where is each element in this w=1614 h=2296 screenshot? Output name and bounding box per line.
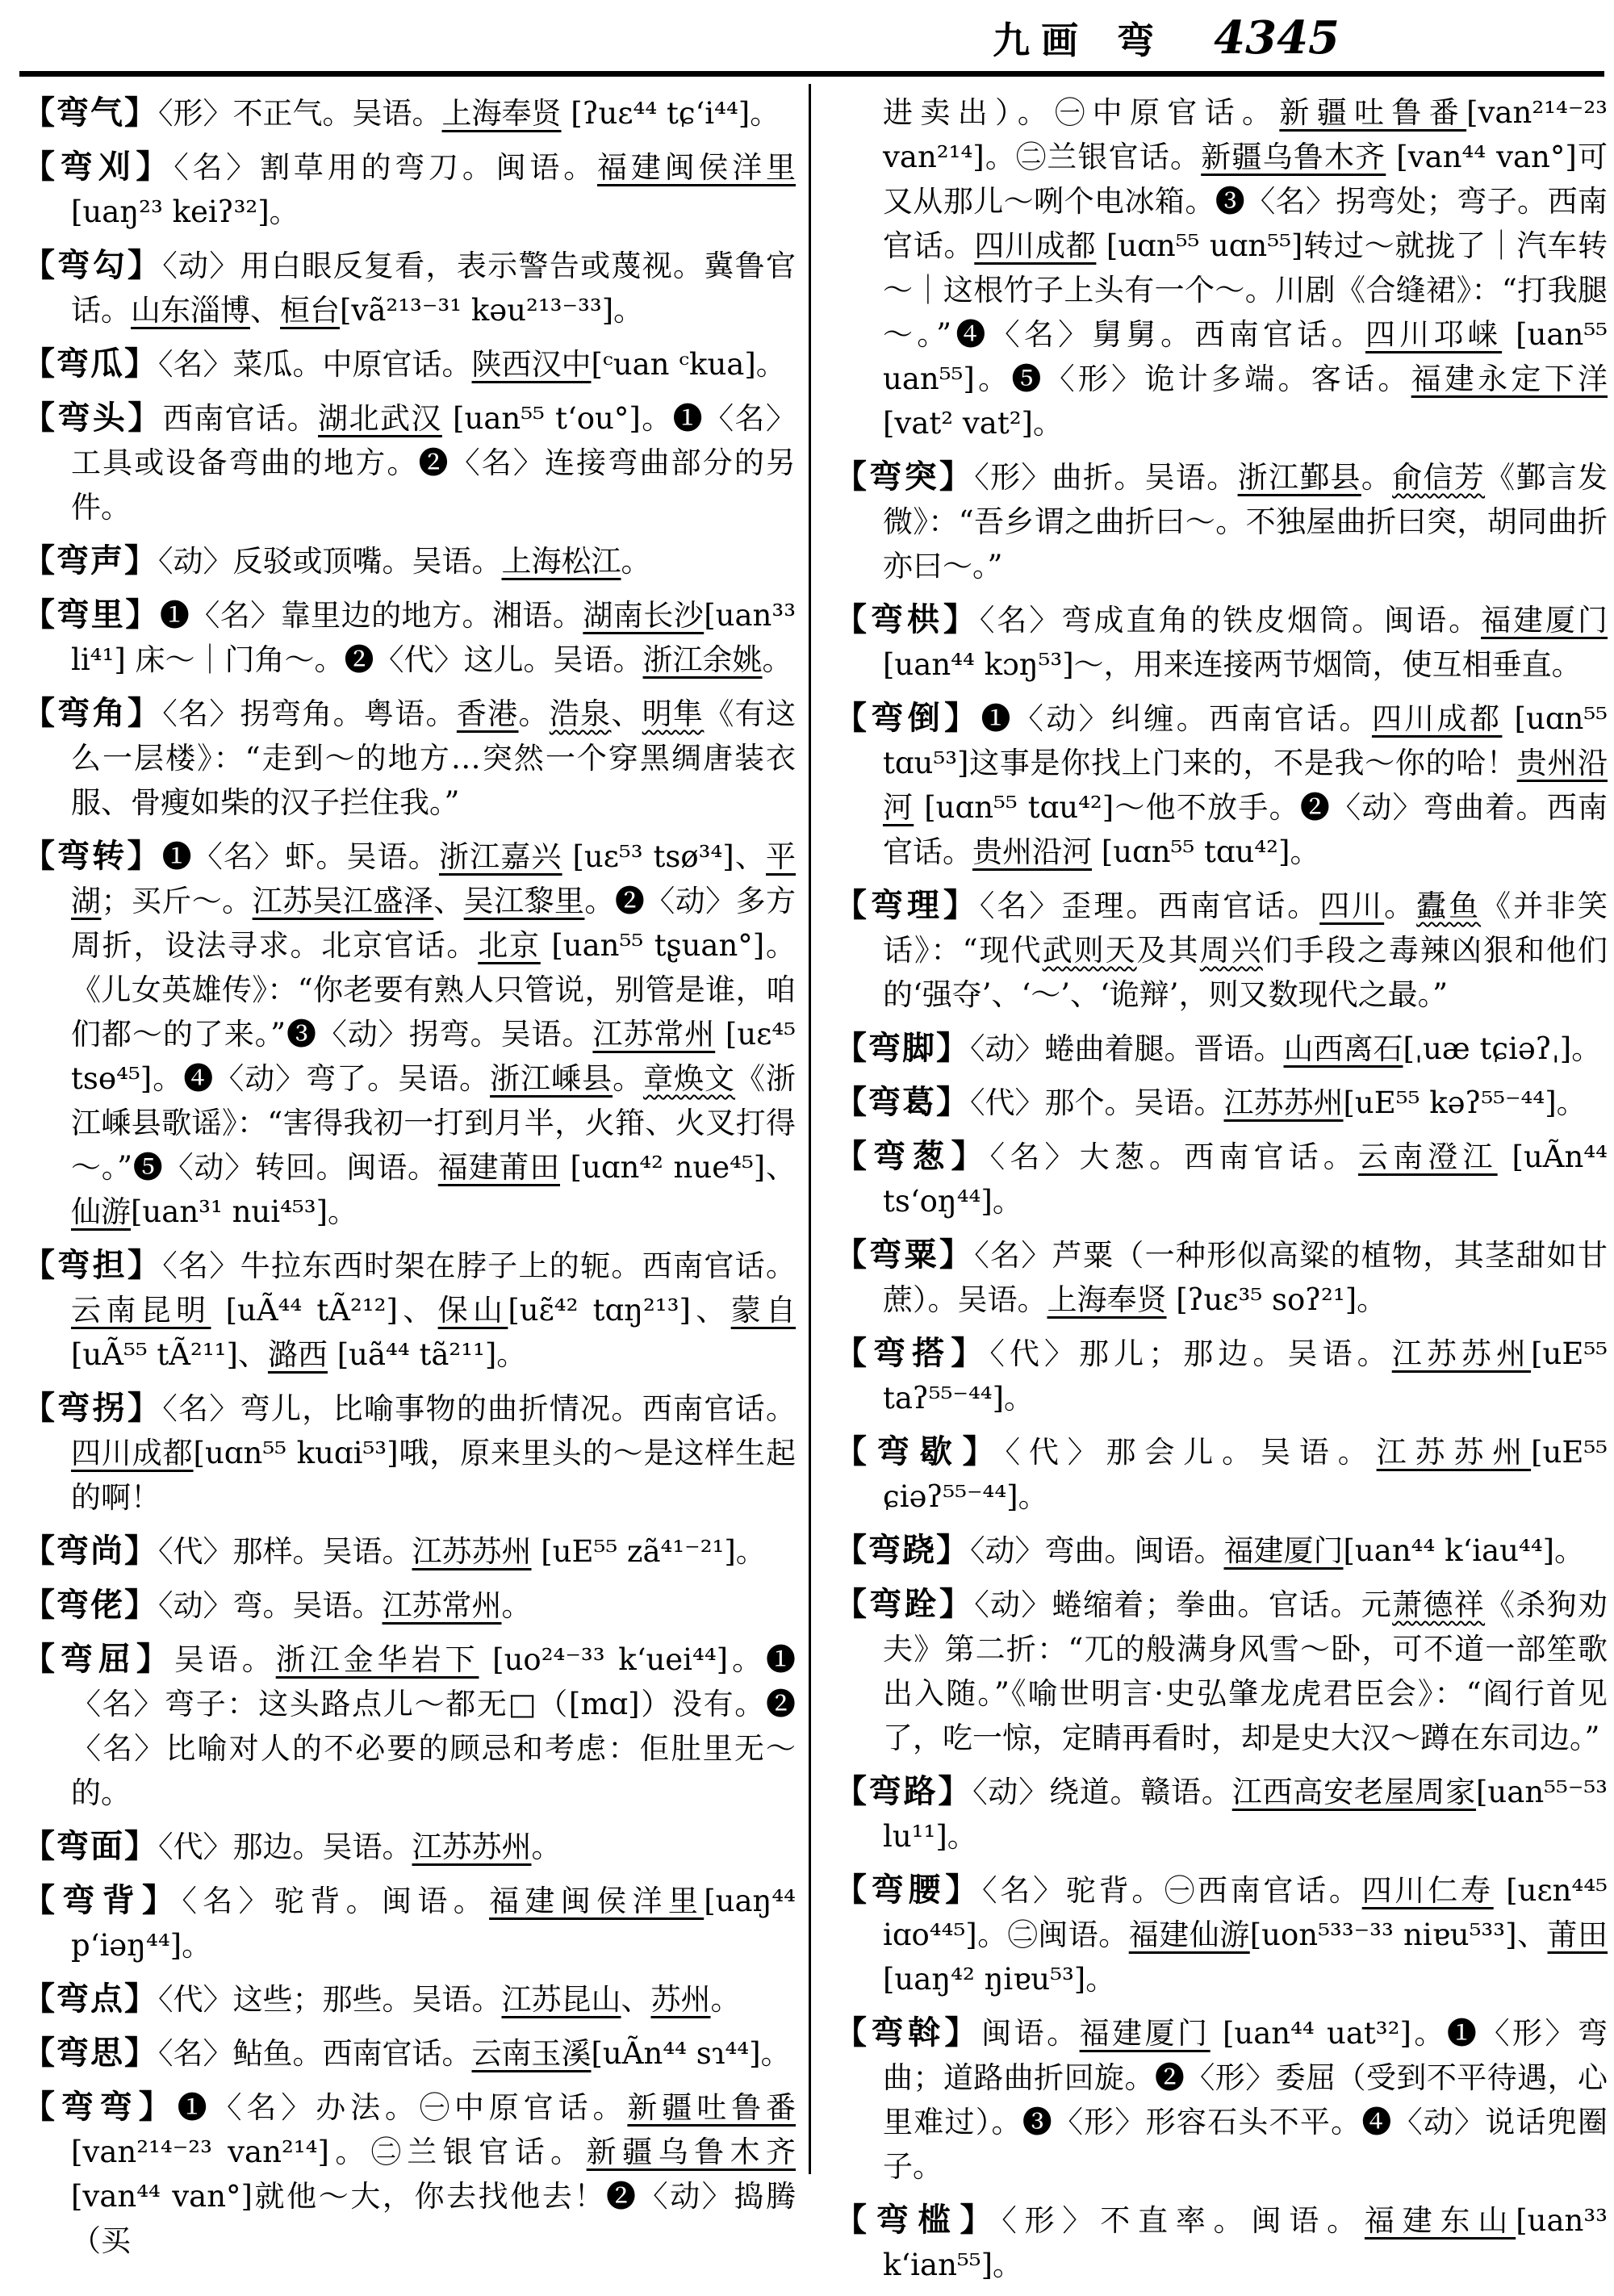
place-name: 四川成都 <box>1371 701 1503 736</box>
dict-entry <box>23 2085 796 2263</box>
headword: 【弯栱】 <box>834 600 980 638</box>
entry-text: 〈名〉歪理。西南官话。 <box>979 889 1320 923</box>
headword: 【弯弯】 <box>23 2088 178 2126</box>
headword: 【弯腰】 <box>834 1871 983 1909</box>
entry-text: [uɑn⁵⁵ tɑu⁴²]～他不放手。❷〈动〉弯曲着。西南官话。 <box>883 790 1608 869</box>
dict-entry <box>23 341 796 387</box>
dict-entry <box>23 144 796 234</box>
entry-text: 〈名〉牛拉东西时架在脖子上的轭。西南官话。 <box>162 1248 796 1283</box>
entry-text: [uaŋ²³ keiʔ³²]。 <box>71 194 299 229</box>
headword: 【弯佬】 <box>23 1586 158 1624</box>
place-name: 上海松江 <box>501 544 621 579</box>
person-name: 章焕文 <box>643 1061 736 1096</box>
person-name: 浩泉 <box>549 696 612 731</box>
dict-entry <box>23 2030 796 2076</box>
place-name: 新疆吐鲁番 <box>1279 95 1467 130</box>
dict-entry <box>23 1386 796 1520</box>
header-radical-char: 弯 <box>1117 19 1155 62</box>
entry-text: 闽语。 <box>981 2016 1080 2051</box>
dict-entry <box>23 1878 796 1968</box>
place-name: 贵州沿河 <box>972 834 1092 869</box>
entry-text: 〈动〉反驳或顶嘴。吴语。 <box>158 544 502 579</box>
entry-text: 〈动〉弯曲。闽语。 <box>970 1533 1224 1568</box>
place-name: 福建闽侯洋里 <box>489 1884 705 1918</box>
entry-text: [vã²¹³⁻³¹ kəu²¹³⁻³³]。 <box>340 293 644 328</box>
entry-text: 〈形〉不直率。闽语。 <box>1001 2203 1365 2238</box>
place-name: 江苏苏州 <box>412 1534 532 1569</box>
headword: 【弯思】 <box>23 2034 158 2072</box>
place-name: 江苏吴江盛泽 <box>252 884 434 918</box>
entry-text: 。 <box>531 1830 562 1864</box>
entry-text: 进卖出）。㊀中原官话。 <box>883 95 1280 130</box>
entry-text: 〈名〉驼背。闽语。 <box>182 1884 490 1918</box>
place-name: 江苏昆山 <box>501 1982 621 2017</box>
dict-entry <box>23 1583 796 1628</box>
entry-text: 。 <box>613 1061 644 1096</box>
dict-entry <box>23 243 796 332</box>
person-name: 周兴 <box>1199 933 1263 968</box>
headword: 【弯跷】 <box>834 1531 970 1569</box>
dict-entry <box>23 1824 796 1869</box>
dict-entry <box>23 1529 796 1574</box>
dict-entry <box>23 592 796 682</box>
entry-text: 《浙江嵊县歌谣》：“害得我初一打到月半，火箝、火叉打得～。”❺〈动〉转回。闽语。 <box>71 1061 797 1185</box>
entry-text: 。 <box>518 696 550 731</box>
dict-entry <box>834 454 1608 588</box>
entry-text: 。 <box>621 544 651 579</box>
place-name: 江苏苏州 <box>412 1830 532 1864</box>
dict-entry <box>834 1134 1608 1223</box>
place-name: 香港 <box>456 696 519 731</box>
dict-entry <box>834 1080 1608 1125</box>
entry-text: [uE⁵⁵ ɕiəʔ⁵⁵⁻⁴⁴]。 <box>883 1435 1608 1514</box>
entry-text: 〈动〉蜷缩着；拳曲。官话。元 <box>974 1587 1393 1622</box>
place-name: 湖南长沙 <box>583 598 705 633</box>
place-name: 福建仙游 <box>1128 1918 1250 1952</box>
headword: 【弯拐】 <box>23 1389 163 1427</box>
entry-text: [uã⁴⁴ tã²¹¹]。 <box>327 1337 527 1372</box>
place-name: 新疆吐鲁番 <box>627 2090 797 2125</box>
headword: 【弯斡】 <box>834 2014 982 2051</box>
headword: 【弯头】 <box>23 399 163 437</box>
place-name: 江苏苏州 <box>1223 1085 1344 1120</box>
place-name: 浙江嘉兴 <box>438 839 562 874</box>
place-name: 江苏常州 <box>382 1588 502 1623</box>
entry-text: 吴语。 <box>174 1642 276 1677</box>
entry-text: [van⁴⁴ van°]就他～大，你去找他去！❷〈动〉捣腾（买 <box>71 2179 796 2258</box>
headword: 【弯槛】 <box>834 2201 1002 2239</box>
dict-entry <box>834 696 1608 874</box>
entry-text: 〈名〉芦粟（一种形似高粱的植物，其茎甜如甘蔗）。吴语。 <box>883 1238 1608 1317</box>
place-name: 福建闽侯洋里 <box>597 150 797 185</box>
entry-text: 。 <box>1361 460 1393 495</box>
entry-text: [uo²⁴⁻³³ kʻuei⁴⁴]。❶〈名〉弯子：这头路点儿～都无□（[mɑ]）没有。❷〈名〉比喻对人的不必要的顾忌和考虑：佢肚里无～的。 <box>71 1642 797 1810</box>
entry-text: [uE⁵⁵ zã⁴¹⁻²¹]。 <box>531 1534 766 1569</box>
place-name: 山东淄博 <box>131 293 250 328</box>
place-name: 云南昆明 <box>71 1293 211 1328</box>
entry-text: [uɛn⁴⁴⁵ iɑo⁴⁴⁵]。㊁闽语。 <box>883 1873 1608 1952</box>
dict-entry <box>834 2198 1608 2287</box>
entry-text: [van²¹⁴⁻²³ van²¹⁴]。㊁兰银官话。 <box>71 2135 587 2169</box>
entry-text: 〈动〉用白眼反复看，表示警告或蔑视。冀鲁官话。 <box>71 249 796 328</box>
headword: 【弯气】 <box>23 94 158 132</box>
entry-text: 〈代〉那会儿。吴语。 <box>1005 1435 1377 1470</box>
entry-text: [uan⁴⁴ uat³²]。❶〈形〉弯曲；道路曲折回旋。❷〈形〉委屈（受到不平待遇，心里难过）。❸〈形〉形容石头不平。❹〈动〉说话兜圈子。 <box>883 2016 1608 2184</box>
headword: 【弯歇】 <box>834 1432 1006 1470</box>
entry-text: 、 <box>250 293 280 328</box>
entry-text: 及其 <box>1136 933 1200 968</box>
place-name: 福建永定下洋 <box>1411 362 1608 396</box>
entry-text: [uan³³ li⁴¹] 床～｜门角～。❷〈代〉这儿。吴语。 <box>71 598 797 677</box>
headword: 【弯突】 <box>834 458 975 496</box>
place-name: 潞西 <box>267 1337 328 1372</box>
place-name: 平湖 <box>71 839 797 918</box>
entry-text: 〈代〉那个。吴语。 <box>970 1085 1224 1120</box>
headword: 【弯倒】 <box>834 699 981 737</box>
header-section-label: 九画 <box>993 19 1090 62</box>
dict-entry <box>23 90 796 136</box>
dict-entry <box>834 1232 1608 1322</box>
headword: 【弯屈】 <box>23 1640 174 1678</box>
entry-text: 。❷〈动〉多方周折，设法寻求。北京官话。 <box>71 884 797 963</box>
place-name: 四川仁寿 <box>1361 1873 1494 1908</box>
entry-text: 〈代〉那样。吴语。 <box>158 1534 412 1569</box>
entry-text: 〈名〉割草用的弯刀。闽语。 <box>174 150 598 185</box>
dict-entry <box>23 834 796 1234</box>
place-name: 江苏苏州 <box>1376 1435 1532 1470</box>
entry-text: [uan⁵⁵⁻⁵³ lu¹¹]。 <box>883 1775 1608 1854</box>
place-name: 桓台 <box>280 293 340 328</box>
place-name: 莆田 <box>1547 1918 1608 1952</box>
right-column <box>834 90 1608 2296</box>
place-name: 江苏常州 <box>592 1017 716 1052</box>
place-name: 四川成都 <box>71 1436 194 1470</box>
entry-text: [uan³¹ nui⁴⁵³]。 <box>131 1194 358 1229</box>
entry-text: 西南官话。 <box>162 401 319 436</box>
entry-text: [uɑn⁴² nue⁴⁵]、 <box>560 1150 797 1185</box>
place-name: 福建东山 <box>1364 2203 1516 2238</box>
entry-text: [van²¹⁴⁻²³ van²¹⁴]。㊁兰银官话。 <box>883 95 1608 174</box>
entry-text: 。 <box>1384 889 1417 923</box>
entry-text: [uɑn⁵⁵ tɑu⁵³]这事是你找上门来的，不是我～你的哈！ <box>883 701 1608 780</box>
place-name: 上海奉贤 <box>1047 1282 1167 1317</box>
place-name: 北京 <box>478 928 541 963</box>
place-name: 山西离石 <box>1283 1031 1403 1066</box>
headword: 【弯跧】 <box>834 1585 975 1623</box>
entry-text: [uɛ⁵³ tsø³⁴]、 <box>562 839 767 874</box>
page-number: 4345 <box>1214 11 1340 65</box>
place-name: 新疆乌鲁木齐 <box>586 2135 797 2169</box>
entry-text: 〈形〉不正气。吴语。 <box>158 96 442 131</box>
dict-entry <box>834 2010 1608 2189</box>
place-name: 福建厦门 <box>1079 2016 1210 2051</box>
place-name: 云南澄江 <box>1357 1140 1498 1174</box>
entry-text: [uɑn⁵⁵ kuɑi⁵³]哦，原来里头的～是这样生起的啊！ <box>71 1436 797 1515</box>
entry-text: [uɛ⁴⁵ tsɵ⁴⁵]。❹〈动〉弯了。吴语。 <box>71 1017 797 1096</box>
entry-text: [uÃ⁵⁵ tÃ²¹¹]、 <box>71 1337 268 1372</box>
headword: 【弯面】 <box>23 1827 158 1865</box>
entry-text: 〈名〉鲇鱼。西南官话。 <box>158 2036 472 2071</box>
headword: 【弯声】 <box>23 542 158 579</box>
entry-text: 〈名〉弯成直角的铁皮烟筒。闽语。 <box>979 603 1482 638</box>
entry-text: 们手段之毒辣凶狠和他们的‘强夺’、‘～’、‘诡辩’，则又数现代之最。” <box>883 933 1608 1012</box>
dict-entry-continuation <box>834 90 1608 445</box>
entry-text: 〈代〉这些；那些。吴语。 <box>158 1982 502 2017</box>
entry-text: ❶〈动〉纠缠。西南官话。 <box>981 701 1372 736</box>
headword: 【弯瓜】 <box>23 345 158 383</box>
entry-text: 。 <box>710 1982 741 2017</box>
entry-text: [ˌuæ tɕiəʔˌ]。 <box>1403 1031 1602 1066</box>
place-name: 云南玉溪 <box>471 2036 592 2071</box>
place-name: 苏州 <box>650 1982 711 2017</box>
entry-text: 、 <box>611 696 642 731</box>
headword: 【弯理】 <box>834 886 980 924</box>
dict-entry <box>23 538 796 583</box>
entry-text: [uÃn⁴⁴ tsʻoŋ⁴⁴]。 <box>883 1140 1608 1219</box>
entry-text: [uE⁵⁵ taʔ⁵⁵⁻⁴⁴]。 <box>883 1336 1608 1416</box>
place-name: 蒙自 <box>730 1293 797 1328</box>
place-name: 福建莆田 <box>437 1150 560 1185</box>
entry-text: ；买斤～。 <box>101 884 253 918</box>
entry-text: 〈形〉曲折。吴语。 <box>974 460 1238 495</box>
entry-text: 〈动〉绕道。赣语。 <box>972 1775 1232 1809</box>
place-name: 上海奉贤 <box>441 96 562 131</box>
dict-entry <box>23 1976 796 2022</box>
entry-text: [ʔuɛ³⁵ soʔ²¹]。 <box>1166 1282 1387 1317</box>
place-name: 浙江金华岩下 <box>275 1642 479 1677</box>
left-column <box>23 90 796 2272</box>
person-name: 萧德祥 <box>1392 1587 1486 1622</box>
entry-text: 〈动〉蜷曲着腿。晋语。 <box>970 1031 1284 1066</box>
entry-text: 〈名〉大葱。西南官话。 <box>989 1140 1358 1174</box>
headword: 【弯角】 <box>23 694 163 732</box>
dict-entry <box>834 1769 1608 1859</box>
headword: 【弯尚】 <box>23 1532 158 1570</box>
header-rule <box>19 71 1604 77</box>
headword: 【弯刈】 <box>23 148 174 186</box>
entry-text: 〈动〉弯。吴语。 <box>158 1588 383 1623</box>
person-name: 明隼 <box>642 696 705 731</box>
place-name: 四川成都 <box>974 228 1097 263</box>
entry-text: 《鄞言发微》：“吾乡谓之曲折曰～。不独屋曲折曰突，胡同曲折亦曰～。” <box>883 460 1608 583</box>
headword: 【弯背】 <box>23 1881 182 1919</box>
headword: 【弯葛】 <box>834 1083 970 1121</box>
entry-text: 《有这么一层楼》：“走到～的地方…突然一个穿黑绸唐装衣服、骨瘦如柴的汉子拦住我。” <box>71 696 796 820</box>
place-name: 保山 <box>437 1293 508 1328</box>
entry-text: 〈名〉拐弯角。粤语。 <box>162 696 457 731</box>
dict-entry <box>834 1528 1608 1573</box>
headword: 【弯脚】 <box>834 1029 970 1067</box>
entry-text: [uɑn⁵⁵ tɑu⁴²]。 <box>1092 834 1320 869</box>
headword: 【弯点】 <box>23 1980 158 2018</box>
entry-text: 〈代〉那边。吴语。 <box>158 1830 412 1864</box>
entry-text: [uan⁵⁵ tʻou°]。❶〈名〉工具或设备弯曲的地方。❷〈名〉连接弯曲部分的另件。 <box>71 401 796 525</box>
entry-text: [uÃn⁴⁴ sɿ⁴⁴]。 <box>591 2036 791 2071</box>
headword: 【弯路】 <box>834 1772 973 1810</box>
entry-text: [uE⁵⁵ kəʔ⁵⁵⁻⁴⁴]。 <box>1343 1085 1587 1120</box>
headword: 【弯粟】 <box>834 1236 975 1273</box>
place-name: 江苏苏州 <box>1391 1336 1532 1371</box>
headword: 【弯担】 <box>23 1246 163 1284</box>
entry-text: [uÃ⁴⁴ tÃ²¹²]、 <box>211 1293 438 1328</box>
place-name: 贵州沿河 <box>883 746 1608 825</box>
place-name: 福建厦门 <box>1223 1533 1344 1568</box>
entry-text: 《并非笑话》：“现代 <box>883 889 1608 968</box>
entry-text: [van⁴⁴ van°]可又从那儿～咧个电冰箱。❸〈名〉拐弯处；弯子。西南官话。 <box>883 140 1608 263</box>
place-name: 湖北武汉 <box>318 401 442 436</box>
dict-entry <box>23 395 796 529</box>
entry-text: 〈名〉驼背。㊀西南官话。 <box>982 1873 1362 1908</box>
dict-entry <box>834 1026 1608 1071</box>
entry-text: [uan³³ kʻian⁵⁵]。 <box>883 2203 1608 2282</box>
place-name: 新疆乌鲁木齐 <box>1201 140 1386 174</box>
dict-entry <box>834 1867 1608 2001</box>
entry-text: 〈名〉弯儿，比喻事物的曲折情况。西南官话。 <box>162 1391 796 1426</box>
entry-text: ❶〈名〉虾。吴语。 <box>161 839 439 874</box>
place-name: 浙江嵊县 <box>490 1061 613 1096</box>
dict-entry <box>23 691 796 825</box>
dict-entry <box>23 1243 796 1377</box>
dict-entry <box>834 883 1608 1017</box>
entry-text: 、 <box>621 1982 651 2017</box>
entry-text: [uɑn⁵⁵ uɑn⁵⁵]转过～就拢了｜汽车转～｜这根竹子上头有一个～。川剧《合缝裙》：“打我腿～。”❹〈名〉舅舅。西南官话。 <box>883 228 1608 352</box>
place-name: 四川邛崃 <box>1365 317 1503 352</box>
place-name: 浙江鄞县 <box>1237 460 1361 495</box>
dict-entry <box>834 1582 1608 1760</box>
headword: 【弯勾】 <box>23 246 163 284</box>
entry-text: [uɛ̃⁴² tɑŋ²¹³]、 <box>508 1293 731 1328</box>
column-divider <box>809 84 811 2174</box>
place-name: 福建厦门 <box>1481 603 1608 638</box>
place-name: 浙江余姚 <box>642 642 763 677</box>
dict-entry <box>23 1637 796 1815</box>
entry-text: [uan⁴⁴ kɔŋ⁵³]～，用来连接两节烟筒，使互相垂直。 <box>883 647 1582 682</box>
entry-text: [uon⁵³³⁻³³ niɐu⁵³³]、 <box>1249 1918 1548 1952</box>
entry-text: 《杀狗劝夫》第二折：“兀的般满身风雪～卧，可不道一部笙歌出入随。”《喻世明言·史弘肇龙虎君臣会》：“阎行首见了，吃一惊，定睛再看时，却是史大汉～蹲在东司边。” <box>883 1587 1608 1755</box>
dict-entry <box>834 597 1608 687</box>
entry-text: [uaŋ⁴⁴ pʻiəŋ⁴⁴]。 <box>71 1884 797 1963</box>
place-name: 仙游 <box>71 1194 131 1229</box>
entry-text: 。 <box>501 1588 532 1623</box>
headword: 【弯里】 <box>23 596 160 634</box>
entry-text: 、 <box>433 884 464 918</box>
place-name: 陕西汉中 <box>471 347 592 382</box>
entry-text: [vat² vat²]。 <box>883 406 1063 441</box>
person-name: 武则天 <box>1042 933 1137 968</box>
person-name: 蠹鱼 <box>1416 889 1482 923</box>
entry-text: ❶〈名〉办法。㊀中原官话。 <box>177 2090 628 2125</box>
place-name: 吴江黎里 <box>463 884 585 918</box>
entry-text: [ʔuɛ⁴⁴ tɕʻi⁴⁴]。 <box>561 96 780 131</box>
entry-text: 。 <box>762 642 792 677</box>
entry-text: 〈名〉菜瓜。中原官话。 <box>158 347 472 382</box>
place-name: 四川 <box>1319 889 1385 923</box>
dict-entry <box>834 1429 1608 1519</box>
entry-text: ❶〈名〉靠里边的地方。湘语。 <box>159 598 583 633</box>
person-name: 俞信芳 <box>1392 460 1486 495</box>
page-header <box>0 11 1340 65</box>
entry-text: [ᶜuan ᶜkua]。 <box>591 347 786 382</box>
place-name: 江西高安老屋周家 <box>1231 1775 1476 1809</box>
dict-entry <box>834 1331 1608 1420</box>
entry-text: [uan⁵⁵ tʂuan°]。《儿女英雄传》：“你老要有熟人只管说，别管是谁，咱们都～的了来。”❸〈动〉拐弯。吴语。 <box>71 928 797 1052</box>
headword: 【弯转】 <box>23 837 162 875</box>
headword: 【弯搭】 <box>834 1334 990 1372</box>
entry-text: [uan⁴⁴ kʻiau⁴⁴]。 <box>1343 1533 1585 1568</box>
headword: 【弯葱】 <box>834 1137 990 1175</box>
entry-text: 〈代〉那儿；那边。吴语。 <box>989 1336 1392 1371</box>
entry-text: [uan⁵⁵ uan⁵⁵]。❺〈形〉诡计多端。客话。 <box>883 317 1608 396</box>
entry-text: [uaŋ⁴² ŋiɐu⁵³]。 <box>883 1962 1116 1997</box>
